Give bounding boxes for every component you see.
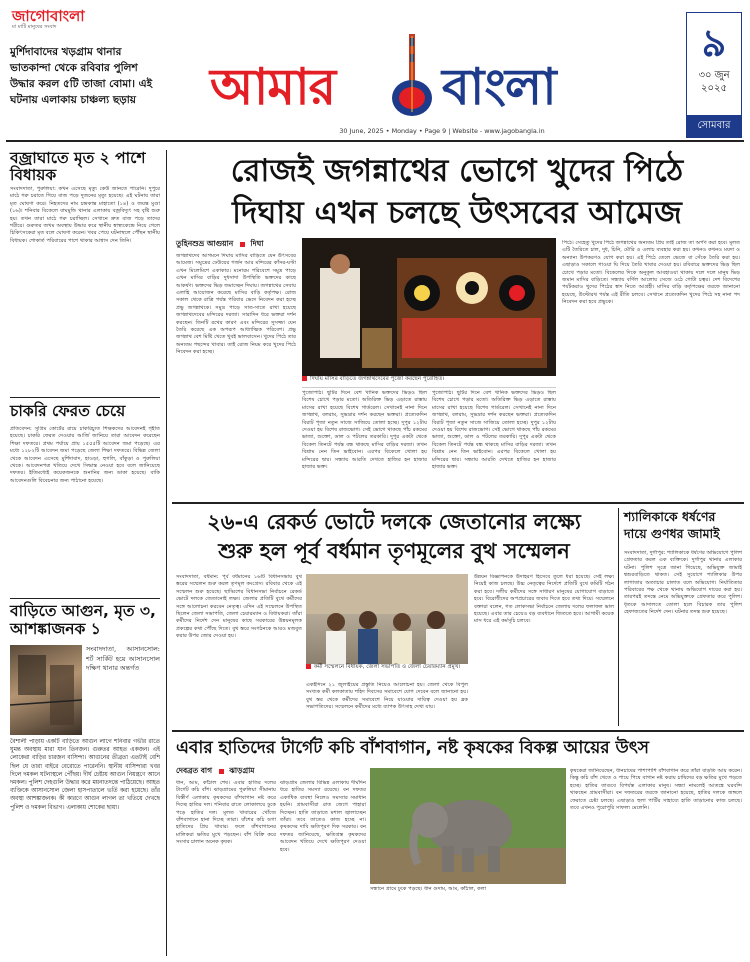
- lead-place: দিঘা: [250, 239, 264, 248]
- divider: [172, 502, 744, 504]
- left-headline-2: চাকরি ফেরত চেয়ে: [10, 402, 126, 420]
- second-headline-1: ২৬-এ রেকর্ড ভোটে দলকে জেতানোর লক্ষ্যে: [207, 510, 581, 534]
- lead-col3: পিঠে। সেহেতু খুদের পিঠে জগন্নাথের অন্যতম প্রিয় তাই রোজ তা অর্পণ করা হবে। মূলত এটি তৈরিতে চাল, দুধ, চিনি, মৌরি ও এলাচ ব্যবহার করা হয়। কখনও কখনও ময়দা ও অন্যান্য উপকরণও যোগ করা হয়। এই পিঠে তেলে ভেজে বা সেঁকে তৈরি করা হয়। এছাড়াও সকালে গাওয়া ঘি দিয়ে তৈরি খাবার দেওয়া হয়। রবিবারে ভক্তদের ভিড় ছিল চোখে পড়ার মতো। বিকেলের দিকে অনুকূল আবহাওয়া থাকায় দলে দলে মানুষ ভিড় জমান মাসির বাড়িতে। সন্ধ্যায় বর্ণিল আলোয় সেজে ওঠে গোটা চত্বর। দেশ বিদেশের পর্যটকরাও খুদের পিঠের স্বাদ নিতে আগ্রহী। মাসির বাড়ি কর্তৃপক্ষের তরফে জানানো হয়েছে, উল্টোরথ পর্যন্ত এই রীতি চলবে। সেখানে প্রত্যেকদিন খুদের পিঠে সহ নানা পদ নিবেদন করা হবে প্রভুকে।: [562, 240, 740, 306]
- top-brief: মুর্শিদাবাদের খড়গ্রাম থানার ভাতকান্দা থেকে রবিবার পুলিশ উদ্ধার করল ৫টি তাজা বোমা। এই ঘটনায় এলাকায় চাঞ্চল্য ছড়ায়: [10, 46, 153, 106]
- bottom-caption: সন্ধানে গ্রামে ঢুকে পড়ছে। ধান গুদাম, আম, কাঁঠাল, কলা: [370, 886, 487, 892]
- second-caption: কর্মী সম্মেলনে বিধায়ক, জেলা সভাপতি ও জেলা চেয়ারম্যান প্রমুখ।: [314, 664, 461, 670]
- divider: [10, 598, 160, 599]
- weekday-bn: সোমবার: [687, 115, 741, 137]
- date-bn: ৩০ জুন: [698, 70, 730, 81]
- jagobangla-logo-text: জাগোবাংলা: [12, 7, 85, 25]
- masthead-title-left: আমার: [210, 58, 336, 116]
- second-caption-row: [306, 664, 468, 680]
- second-headline: [174, 508, 614, 570]
- masthead-rule: [6, 140, 744, 142]
- divider: [10, 397, 160, 398]
- left-body-1: সংবাদদাতা, পুরুলিয়া: কখন এসেছে মৃত্যু কেউ জানতে পারেনি। দুপুরে মাঠে গরু চরাতে গিয়ে বাজ পড়ে দুজনের মৃত্যু হয়েছে। এই ঘটনায় তারা মৃত ঘোষণা করে। নিহতদের নাম চন্দ্রকান্ত মাহাতো (১৪) ও জয়ন্ত মুণ্ডা (১৬)। শনিবার বিকেলে বাঘমুন্ডি থানার এলাকায় বজ্রবিদ্যুৎ সহ বৃষ্টি শুরু হয়। তখন তারা মাঠে গরু চরাচ্ছিল। সেখানে দ্রুত বাজ পড়ে তাদের শরীরে। গুরুতর জখম অবস্থায় উদ্ধার করে স্থানীয় স্বাস্থ্যকেন্দ্রে নিয়ে গেলে চিকিৎসকেরা মৃত বলে ঘোষণা করেন। খবর পেয়ে ঘটনাস্থলে পৌঁছন স্থানীয় বিধায়ক। শোকার্ত পরিবারের পাশে থাকার আশ্বাস দেন তিনি।: [10, 186, 160, 244]
- left-dateline-3: সংবাদদাতা, আসানসোল: শর্ট সার্কিট হয়ে আসানসোল দক্ষিণ থানার অন্তর্গত: [86, 645, 160, 672]
- second-col3: একইদিনে ২১ জুলাইয়ের প্রস্তুতি নিয়েও আলোচনা হয়। জেলা থেকে বিপুল সংখ্যক কর্মী কলকাতায় শহিদ দিবসের সমাবেশে যোগ দেবেন বলে জানানো হয়। বুথ স্তর থেকে কর্মীদের সমাবেশে নিয়ে যাওয়ার দায়িত্ব দেওয়া হয় ব্লক সভাপতিদের। সম্মেলনে কর্মীদের মধ্যে ব্যাপক উৎসাহ দেখা যায়।: [306, 682, 468, 711]
- dateline: 30 June, 2025 • Monday • Page 9 | Website - www.jagobangla.in: [339, 127, 545, 135]
- lead-col2b: পুজোপাঠ। ছুটির দিনে বেশ খানিক ভক্তদের ভিড়ও ছিল বিশেষ চোখে পড়ার মতো। অতিরিক্ত ভিড় এড়াতে রাস্তায় মাসের রাখা হয়েছে বিশেষ গার্ডরেল। সেখানেই নানা দিনে জগন্নাথ, বলরাম, সুভদ্রার দর্শন করছেন ভক্তরা। প্রত্যেকদিন বিরাট পূজা নতুন সাজে সাজিয়ে তোলা হচ্ছে। দুপুর ১২টায় দেওয়া হয় বিশেষ রাজভোগ। সেই ভোগে থাকছে পাঁচ রকমের ভাজা, শুক্তো, ডাল ও পটলের তরকারি। দুপুর একটা থেকে বিকেল তিনটে পর্যন্ত বন্ধ থাকছে মাসির বাড়ির দরজা। তখন বিশ্রাম নেন তিন ভাইবোন। এরপর বিকেলে খোলা হয় মন্দিরের দ্বার। সন্ধ্যায় আরতি দেখতে হাজির হন হাজার হাজার ভক্ত।: [432, 390, 556, 471]
- masthead-title: [192, 32, 652, 122]
- bottom-col3: কৃষকেরা জানিয়েছেন, ধানচাষের পাশাপাশি বাঁশবাগান করে তাঁরা বাড়তি আয় করেন। কিন্তু কচি বাঁশ খেতে ও পায়ে পিষে বাগান নষ্ট করায় চাষিদের বড় ক্ষতির মুখে পড়তে হচ্ছে। হাতির তাণ্ডবে বিপর্যস্ত এলাকার মানুষ। সন্ধ্যা নামলেই আতঙ্কে ঘরবন্দি থাকছেন গ্রামবাসীরা। বন দফতরের তরফে জানানো হয়েছে, হাতির দলকে জঙ্গলে ফেরাতে চেষ্টা চলছে। এছাড়াও হুলা পার্টির সাহায্যে হাতি তাড়ানোর কাজ চলছে। তবে এখনও পুরোপুরি সাফল্য মেলেনি।: [570, 768, 742, 812]
- lead-headline-1: রোজই জগন্নাথের ভোগে খুদের পিঠে: [230, 153, 684, 189]
- left-body-2: প্রতিবেদন: সুপ্রিম কোর্টের রায়ে চাকরিচ্যুত শিক্ষকদের আবেদনই গৃহীত হয়েছে। চাকরি ফেরত দেওয়ার আর্জি জানিয়ে তারা আবেদন করেছেন শিক্ষা দফতরে। প্রথম পর্যায়ে প্রায় ১৫৫৫টি আবেদন জমা পড়েছে। এর মধ্যে ১২৮২টি আবেদন জমা পড়েছে জেলা শিক্ষা দফতরে। বিভিন্ন জেলা থেকে আবেদন এসেছে মুর্শিদাবাদ, হাওড়া, হুগলি, বাঁকুড়া ও পুরুলিয়া থেকে। আবেদনপত্র খতিয়ে দেখে সিদ্ধান্ত নেওয়া হবে বলে জানিয়েছে দফতর। ইতিমধ্যেই কয়েকজনকে শুনানির জন্য ডাকা হয়েছে। বাকি আবেদনগুলি বিবেচনার জন্য পাঠানো হয়েছে।: [10, 426, 160, 484]
- lead-col1: জগন্নাথদেব আগমনে দিঘায় মাসির বাড়িতে যেন উৎসবের আমেজ। সমুদ্রের ঢেউয়ের গর্জন আর মন্দিরের কাঁসর-ঘণ্টা এখন মিলেমিশে একাকার। মনোরম পরিবেশে সমুদ্র পাড়ে এখন মাসির বাড়ির দুধসাদা উপস্থিতি ভক্তদের কাছে আকর্ষণ। ভক্তদের ভিড় জমাচ্ছেন দিঘায়। জগন্নাথের সেবায় এলাহি আয়োজন করেছে মাসির বাড়ি কর্তৃপক্ষ। রোজ সকাল থেকে রাত্রি পর্যন্ত পরিবার ভেদে নিবেদন করা হচ্ছে প্রভু জগন্নাথকে। সমুদ্র পাড়ে সাত-সাতে রাখা হয়েছে জগন্নাথদেবের মন্দিরের দরজা। সারাদিন ধরে ভক্তরা দর্শন করছেন। তিনটি রথের কারণ এবং মন্দিরের সুসজ্জা যেন তৈরি করেছে এক অপরূপ আধ্যাত্মিক পরিবেশ। প্রভু জগন্নাথ বেশ মিষ্টি খেতে খুবই ভালবাসেন। খুদের পিঠে তার অন্যতম পছন্দের খাবার। তাই রোজ নিয়ম করে খুদের পিঠে নিবেদন করা হচ্ছে।: [176, 253, 296, 356]
- bottom-col2: ঝাড়গ্রাম জেলার বিভিন্ন এলাকায় দীর্ঘদিন ধরে হাতির সমস্যা রয়েছে। বন দফতর একাধিক ব্যবস্থা নিলেও সমস্যার সমাধান হয়নি। গ্রামবাসীরা রাত জেগে পাহারা দিচ্ছেন। হাতি তাড়াতে মশাল জ্বালাচ্ছেন তাঁরা। তবে তাতেও কাজ হচ্ছে না। কৃষকদের দাবি ক্ষতিপূরণ দিক সরকার। বন দফতর জানিয়েছে, ক্ষতিগ্রস্ত কৃষকদের আবেদন খতিয়ে দেখে ক্ষতিপূরণ দেওয়া হবে।: [280, 780, 366, 853]
- second-photo: [306, 574, 468, 664]
- bullet-icon: [302, 376, 307, 381]
- left-body-3: বৈশালী পাড়ায় একটি বাড়িতে আগুন লাগে শনিবার গভীর রাতে ঘুমন্ত অবস্থায় মারা যান তিনজন। গুরুতর আহত একজন। এই লোকেরা বাড়ির চারজন বাসিন্দা। আগুনের তীব্রতা এতটাই বেশি ছিল যে তারা বাইরে বেরোতে পারেননি। স্থানীয় বাসিন্দারা খবর দিলে দমকল ঘটনাস্থলে পৌঁছয়। দীর্ঘ চেষ্টায় আগুন নিয়ন্ত্রণে আনে দমকল। পুলিশ দেহগুলি উদ্ধার করে ময়নাতদন্তে পাঠিয়েছে। আহত ব্যক্তিকে আসানসোল জেলা হাসপাতালে ভর্তি করা হয়েছে। তাঁর অবস্থা আশঙ্কাজনক। কী কারণে আগুন লাগল তা খতিয়ে দেখছে পুলিশ ও দমকল বিভাগ। এলাকায় শোকের ছায়া।: [10, 739, 160, 811]
- divider: [172, 730, 744, 732]
- divider: [618, 508, 619, 726]
- lead-col2: পুজোপাঠ। ছুটির দিনে বেশ খানিক ভক্তদের ভিড়ও ছিল বিশেষ চোখে পড়ার মতো। অতিরিক্ত ভিড় এড়াতে রাস্তায় মাসের রাখা হয়েছে বিশেষ গার্ডরেল। সেখানেই নানা দিনে জগন্নাথ, বলরাম, সুভদ্রার দর্শন করছেন ভক্তরা। প্রত্যেকদিন বিরাট পূজা নতুন সাজে সাজিয়ে তোলা হচ্ছে। দুপুর ১২টায় দেওয়া হয় বিশেষ রাজভোগ। সেই ভোগে থাকছে পাঁচ রকমের ভাজা, শুক্তো, ডাল ও পটলের তরকারি। দুপুর একটা থেকে বিকেল তিনটে পর্যন্ত বন্ধ থাকছে মাসির বাড়ির দরজা। তখন বিশ্রাম নেন তিন ভাইবোন। এরপর বিকেলে খোলা হয় মন্দিরের দ্বার। সন্ধ্যায় আরতি দেখতে হাজির হন হাজার হাজার ভক্ত।: [302, 390, 427, 471]
- ektara-icon: [382, 32, 442, 120]
- jagobangla-logo-sub: মা মাটি মানুষের সংবাদ: [12, 24, 57, 30]
- page-number: ৯: [701, 21, 727, 65]
- bullet-icon: [219, 769, 224, 774]
- lead-photo: [302, 238, 556, 376]
- second-headline-2: শুরু হল পূর্ব বর্ধমান তৃণমূলের বুথ সম্মেলন: [218, 539, 570, 563]
- bullet-icon: [306, 664, 311, 669]
- lead-byline: তুহিনশুভ্র আগুয়ান: [176, 239, 234, 248]
- right-body: সংবাদদাতা, দুর্গাপুর: শ্যালিকাকে ধর্ষণের অভিযোগে পুলিশ গ্রেফতার করল এক ব্যক্তিকে। দুর্গাপুর থানার এলাকার ঘটনা। পুলিশ সূত্রে জানা গিয়েছে, অভিযুক্ত জামাই শ্বশুরবাড়িতে থাকত। সেই সুযোগে শ্যালিকার উপর লাগাতার অত্যাচার চালাত বলে অভিযোগ। নির্যাতিতার পরিবারের পক্ষ থেকে থানায় অভিযোগ দায়ের করা হয়। তারপরই তদন্তে নেমে অভিযুক্তকে গ্রেফতার করে পুলিশ। ধৃতকে আদালতে তোলা হলে বিচারক তার পুলিশ হেফাজতের নির্দেশ দেন। ঘটনার তদন্ত শুরু হয়েছে।: [624, 550, 742, 616]
- right-headline: শ্যালিকাকে ধর্ষণের দায়ে গুণধর জামাই: [624, 509, 720, 541]
- lead-headline: [174, 150, 740, 238]
- second-col1: সংবাদদাতা, বর্ধমান: পূর্ব বর্ধমানের ১৬টি বিধানসভায় বুথ স্তরের সম্মেলন শুরু করল তৃণমূল কংগ্রেস। রবিবার থেকে এই সম্মেলন শুরু হয়েছে। ছাব্বিশের বিধানসভা নির্বাচনে রেকর্ড ভোটে দলকে জেতানোই লক্ষ্য। জেলার প্রতিটি বুথে কর্মীদের সঙ্গে আলোচনা করবেন নেতৃত্ব। এদিন এই সম্মেলনে উপস্থিত ছিলেন জেলা সভাপতি, জেলা চেয়ারম্যান ও বিধায়করা। তাঁরা কর্মীদের নির্দেশ দেন মানুষের কাছে সরকারের উন্নয়নমূলক প্রকল্পের কথা পৌঁছে দিতে। বুথ স্তরে সংগঠনকে আরও মজবুত করার উপর জোর দেওয়া হয়।: [176, 574, 302, 640]
- jagobangla-logo: [12, 8, 104, 34]
- fire-photo: [10, 645, 82, 735]
- left-headline-3: বাড়িতে আগুন, মৃত ৩, আশঙ্কাজনক ১: [10, 602, 156, 638]
- divider: [166, 150, 167, 956]
- bottom-col1: ধান, আম, কাঁঠাল শেষ। এবার হাতির দলের টার্গেট কচি বাঁশ। ঝাড়গ্রামের পুরুলিয়া সীমানায় বিস্তীর্ণ এলাকায় কৃষকদের বাঁশবাগান নষ্ট করে দিচ্ছে হাতির দল। শনিবার রাতে লোকালয়ে ঢুকে পড়ে হাতির দল। মূলত খাবারের খোঁজে বাঁশবাগানে হানা দিচ্ছে তারা। বাঁশের কচি ডগা হাতিদের প্রিয় খাবার। ফলে বাঁশবাগানের মালিকরা ক্ষতির মুখে পড়ছেন। বাঁশ বিক্রি করে সংসার চালান অনেক কৃষক।: [176, 780, 276, 846]
- lead-caption: দিঘায় মাসির বাড়িতে জগন্নাথদেবের পুজো করছেন পুরোহিত।: [310, 376, 445, 382]
- elephant-photo: [370, 768, 566, 884]
- left-headline-1: বজ্রাঘাতে মৃত ২ পাশে বিধায়ক: [10, 149, 146, 184]
- bottom-place: ঝাড়গ্রাম: [229, 766, 255, 775]
- second-col2: উন্নয়ন বিজ্ঞাপনকে উদাহরণ হিসেবে তুলে ধরা হয়েছে। সেই লক্ষ্য নিয়েই কাজ চলছে। উচ্চ নেতৃত্বের নির্দেশে প্রতিটি বুথে কমিটি গঠন করা হবে। দলীয় কর্মীদের সঙ্গে সাধারণ মানুষের যোগাযোগ বাড়াতে হবে। বিরোধীদের অপপ্রচারের জবাব দিতে হবে তথ্য দিয়ে। সম্মেলনে বক্তারা বলেন, গত লোকসভা নির্বাচনে জেলায় দলের ফলাফল ভাল হয়েছে। এবার তার চেয়েও বড় ব্যবধানে জিততে হবে। আগামী কয়েক মাস ধরে এই কর্মসূচি চলবে।: [474, 574, 614, 625]
- year-bn: ২০২৫: [701, 83, 727, 94]
- page-number-box: [686, 12, 742, 138]
- lead-headline-2: দিঘায় এখন চলছে উৎসবের আমেজ: [232, 195, 682, 231]
- bottom-byline-row: [176, 766, 376, 778]
- masthead-title-right: বাংলা: [442, 58, 556, 116]
- bottom-byline: দেবব্রত বাগ: [176, 766, 212, 775]
- bullet-icon: [240, 242, 245, 247]
- lead-caption-row: [302, 376, 556, 388]
- bottom-headline: এবার হাতিদের টার্গেট কচি বাঁশবাগান, নষ্ট কৃষকের বিকল্প আয়ের উৎস: [176, 738, 650, 758]
